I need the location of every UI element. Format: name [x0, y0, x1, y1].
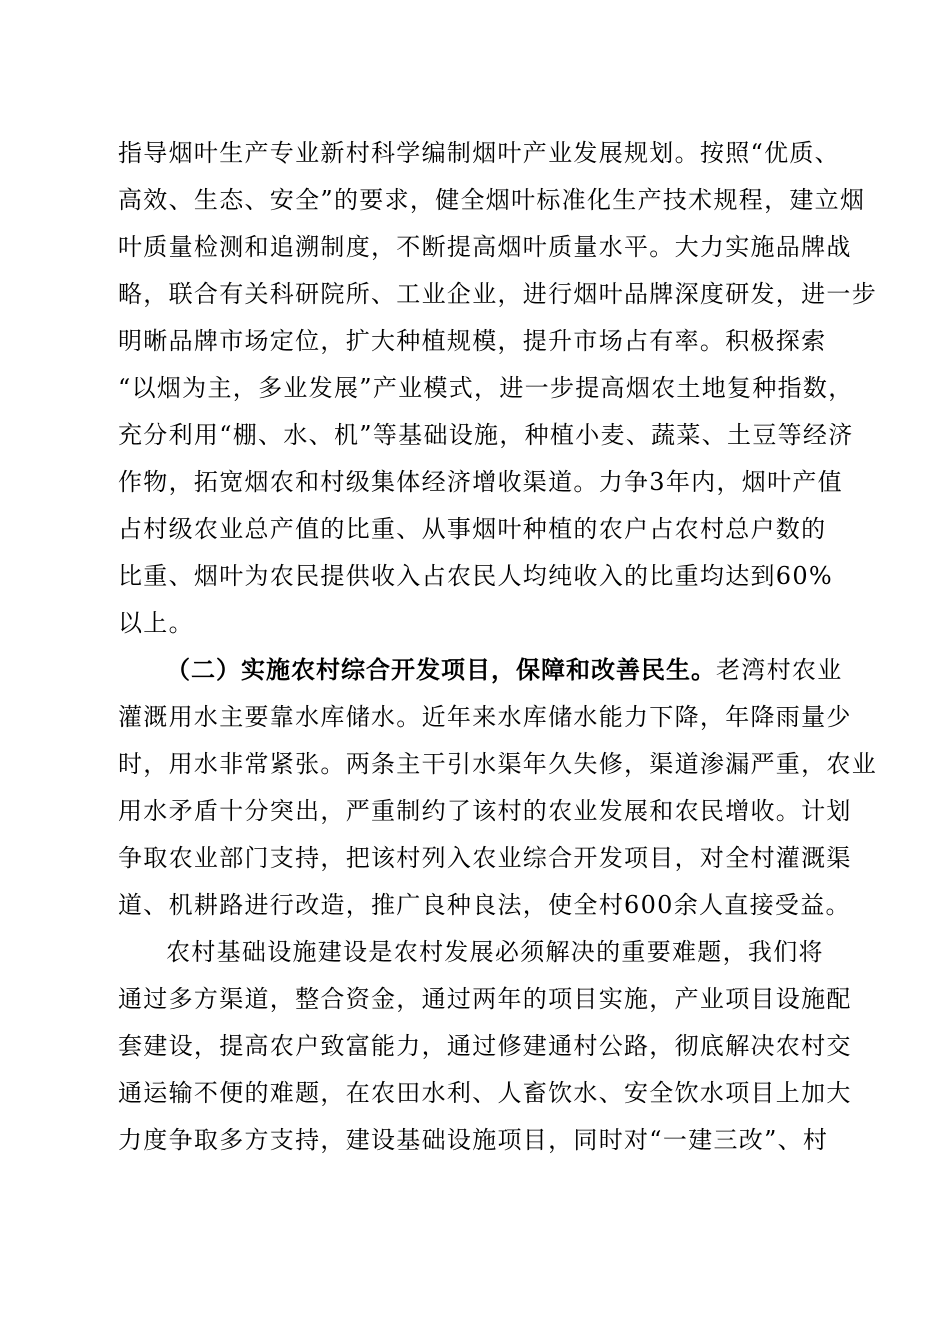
paragraph-line: 占村级农业总产值的比重、从事烟叶种植的农户占农村总户数的 [118, 515, 827, 543]
paragraph-line: 套建设，提高农户致富能力，通过修建通村公路，彻底解决农村交 [118, 1032, 852, 1060]
paragraph-line: 用水矛盾十分突出，严重制约了该村的农业发展和农民增收。计划 [118, 797, 852, 825]
paragraph-line: 力度争取多方支持，建设基础设施项目，同时对“一建三改”、村 [118, 1126, 829, 1154]
paragraph-line: 指导烟叶生产专业新村科学编制烟叶产业发展规划。按照“优质、 [118, 139, 840, 167]
paragraph-line: 争取农业部门支持，把该村列入农业综合开发项目，对全村灌溉渠 [118, 844, 852, 872]
paragraph-line: 道、机耕路进行改造，推广良种良法，使全村600余人直接受益。 [118, 891, 851, 919]
paragraph-line: 作物，拓宽烟农和村级集体经济增收渠道。力争3年内，烟叶产值 [118, 468, 843, 496]
paragraph-line: 比重、烟叶为农民提供收入占农民人均纯收入的比重均达到60% [118, 562, 834, 590]
section-heading-line [166, 655, 843, 685]
paragraph-line: 高效、生态、安全”的要求，健全烟叶标准化生产技术规程，建立烟 [118, 186, 866, 214]
paragraph-line: 明晰品牌市场定位，扩大种植规模，提升市场占有率。积极探索 [118, 327, 827, 355]
paragraph-line: 通运输不便的难题，在农田水利、人畜饮水、安全饮水项目上加大 [118, 1079, 852, 1107]
paragraph-line: “以烟为主，多业发展”产业模式，进一步提高烟农土地复种指数， [118, 374, 854, 402]
paragraph-line: 灌溉用水主要靠水库储水。近年来水库储水能力下降，年降雨量少 [118, 703, 852, 731]
paragraph-line: 叶质量检测和追溯制度，不断提高烟叶质量水平。大力实施品牌战 [118, 233, 852, 261]
paragraph-line: 通过多方渠道，整合资金，通过两年的项目实施，产业项目设施配 [118, 985, 852, 1013]
paragraph-line: 时，用水非常紧张。两条主干引水渠年久失修，渠道渗漏严重，农业 [118, 750, 877, 778]
paragraph-line: 以上。 [118, 609, 194, 637]
paragraph-line: 农村基础设施建设是农村发展必须解决的重要难题，我们将 [166, 938, 824, 966]
section-heading-continuation: 老湾村农业 [716, 656, 843, 684]
paragraph-line: 充分利用“棚、水、机”等基础设施，种植小麦、蔬菜、土豆等经济 [118, 421, 854, 449]
section-heading: （二）实施农村综合开发项目，保障和改善民生。 [166, 656, 716, 684]
paragraph-line: 略，联合有关科研院所、工业企业，进行烟叶品牌深度研发，进一步 [118, 280, 877, 308]
